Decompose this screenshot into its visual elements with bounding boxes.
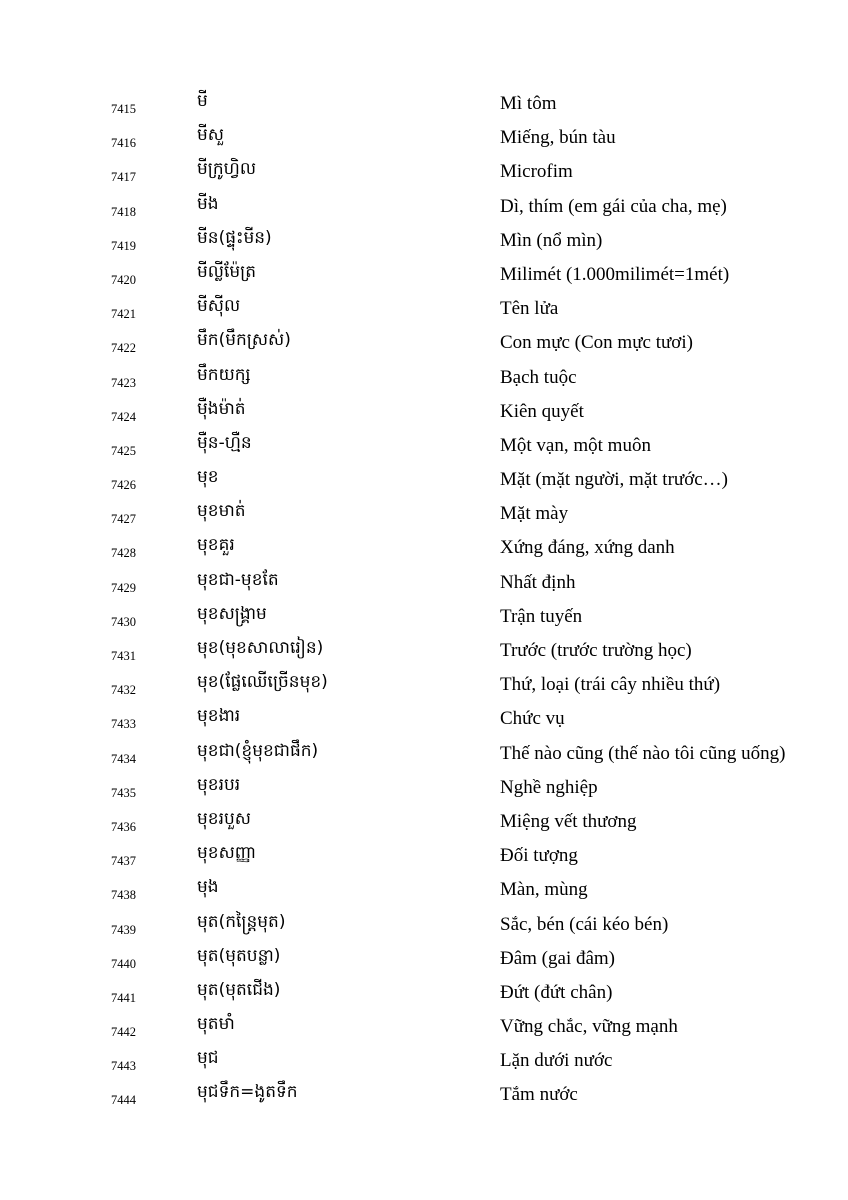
entry-number: 7422	[111, 341, 136, 356]
dictionary-entry	[0, 909, 848, 943]
khmer-term: មុត(មុតជើង)	[197, 979, 281, 1000]
vietnamese-translation: Đứt (đứt chân)	[500, 981, 613, 1003]
entry-number: 7419	[111, 238, 136, 253]
dictionary-entry	[0, 498, 848, 532]
khmer-term: មឹកយក្ស	[197, 364, 251, 385]
khmer-term: មុខរបរ	[197, 774, 241, 795]
dictionary-entry	[0, 225, 848, 259]
vietnamese-translation: Sắc, bén (cái kéo bén)	[500, 913, 669, 935]
khmer-term: មុតមាំ	[197, 1014, 235, 1035]
vietnamese-translation: Trước (trước trường học)	[500, 640, 692, 661]
khmer-term: មីសួ	[197, 125, 224, 146]
vietnamese-translation: Một vạn, một muôn	[500, 434, 651, 456]
vietnamese-translation: Bạch tuộc	[500, 366, 577, 388]
entry-number: 7436	[111, 819, 136, 834]
khmer-term: មីន(ផ្ទុះមីន)	[197, 227, 272, 248]
dictionary-entry	[0, 362, 848, 396]
dictionary-entry	[0, 396, 848, 430]
vietnamese-translation: Mặt (mặt người, mặt trước…)	[500, 469, 728, 491]
dictionary-entry	[0, 191, 848, 225]
entry-number: 7423	[111, 375, 136, 390]
entry-number: 7435	[111, 785, 136, 800]
khmer-term: មុខសញ្ញា	[197, 843, 257, 864]
khmer-term: មឹក(មឹកស្រស់)	[197, 330, 291, 351]
vietnamese-translation: Con mực (Con mực tươi)	[500, 332, 693, 354]
vietnamese-translation: Thế nào cũng (thế nào tôi cũng uống)	[500, 742, 786, 764]
entry-number: 7416	[111, 136, 136, 151]
dictionary-entry	[0, 1011, 848, 1045]
vietnamese-translation: Nghề nghiệp	[500, 776, 598, 798]
entry-number: 7430	[111, 614, 136, 629]
khmer-term: មុខគួរ	[197, 535, 235, 556]
vietnamese-translation: Mì tôm	[500, 93, 557, 114]
dictionary-entry	[0, 977, 848, 1011]
dictionary-entry	[0, 430, 848, 464]
entry-number: 7420	[111, 272, 136, 287]
vietnamese-translation: Lặn dưới nước	[500, 1050, 613, 1072]
vietnamese-translation: Tên lửa	[500, 298, 559, 320]
vietnamese-translation: Miệng vết thương	[500, 810, 637, 832]
entry-number: 7441	[111, 990, 136, 1005]
khmer-term: មីក្រូហ្វិល	[197, 159, 257, 180]
vietnamese-translation: Trận tuyến	[500, 605, 583, 627]
entry-number: 7431	[111, 649, 136, 663]
khmer-term: មុខជា(ខ្ញុំមុខជាផឹក)	[197, 740, 319, 761]
dictionary-list	[0, 88, 848, 1114]
khmer-term: មុង	[197, 877, 219, 898]
dictionary-entry	[0, 635, 848, 669]
dictionary-entry	[0, 703, 848, 737]
khmer-term: មុខសង្គ្រាម	[197, 603, 267, 624]
khmer-term: មុខ	[197, 467, 219, 488]
khmer-term: មីង	[197, 193, 219, 214]
dictionary-entry	[0, 601, 848, 635]
khmer-term: មុខ(មុខសាលារៀន)	[197, 638, 324, 658]
vietnamese-translation: Đâm (gai đâm)	[500, 947, 616, 969]
khmer-term: មី	[197, 91, 208, 111]
vietnamese-translation: Chức vụ	[500, 708, 565, 730]
entry-number: 7424	[111, 409, 136, 424]
vietnamese-translation: Tắm nước	[500, 1084, 578, 1106]
dictionary-entry	[0, 738, 848, 772]
vietnamese-translation: Mặt mày	[500, 503, 569, 525]
dictionary-entry	[0, 840, 848, 874]
dictionary-entry	[0, 772, 848, 806]
entry-number: 7437	[111, 854, 136, 869]
vietnamese-translation: Thứ, loại (trái cây nhiều thứ)	[500, 674, 721, 696]
entry-number: 7415	[111, 102, 136, 116]
dictionary-entry	[0, 156, 848, 190]
khmer-term: មុជ	[197, 1048, 219, 1069]
vietnamese-translation: Mìn (nổ mìn)	[500, 229, 603, 251]
entry-number: 7426	[111, 478, 136, 493]
vietnamese-translation: Milimét (1.000milimét=1mét)	[500, 263, 730, 285]
entry-number: 7434	[111, 751, 136, 766]
dictionary-entry	[0, 806, 848, 840]
entry-number: 7429	[111, 580, 136, 595]
vietnamese-translation: Dì, thím (em gái của cha, mẹ)	[500, 195, 727, 217]
vietnamese-translation: Nhất định	[500, 571, 576, 593]
khmer-term: ម៉ឺន-ហ្មឺន	[197, 432, 252, 453]
dictionary-entry	[0, 259, 848, 293]
vietnamese-translation: Kiên quyết	[500, 400, 584, 422]
dictionary-entry	[0, 293, 848, 327]
entry-number: 7432	[111, 683, 136, 698]
dictionary-entry	[0, 464, 848, 498]
entry-number: 7425	[111, 443, 136, 458]
vietnamese-translation: Xứng đáng, xứng danh	[500, 537, 675, 559]
vietnamese-translation: Miếng, bún tàu	[500, 127, 616, 149]
khmer-term: ម៉ឺងម៉ាត់	[197, 398, 246, 419]
khmer-term: មីស៊ីល	[197, 296, 241, 317]
entry-number: 7418	[111, 204, 136, 219]
entry-number: 7439	[111, 922, 136, 937]
entry-number: 7427	[111, 512, 136, 527]
dictionary-entry	[0, 874, 848, 908]
dictionary-entry	[0, 1079, 848, 1113]
entry-number: 7417	[111, 170, 136, 185]
khmer-term: មុត(មុតបន្លា)	[197, 945, 281, 966]
khmer-term: មុខរបួស	[197, 808, 251, 829]
dictionary-entry	[0, 88, 848, 122]
entry-number: 7442	[111, 1025, 136, 1040]
khmer-term: មីល្លីម៉ែត្រ	[197, 261, 257, 282]
dictionary-entry	[0, 943, 848, 977]
khmer-term: មុជទឹក=ងូតទឹក	[197, 1082, 298, 1103]
entry-number: 7444	[111, 1093, 136, 1108]
dictionary-entry	[0, 327, 848, 361]
vietnamese-translation: Vững chắc, vững mạnh	[500, 1016, 678, 1038]
entry-number: 7443	[111, 1059, 136, 1074]
entry-number: 7440	[111, 956, 136, 971]
dictionary-entry	[0, 532, 848, 566]
entry-number: 7433	[111, 717, 136, 732]
dictionary-entry	[0, 567, 848, 601]
vietnamese-translation: Đối tượng	[500, 845, 578, 867]
dictionary-entry	[0, 122, 848, 156]
khmer-term: មុត(កន្ត្រៃមុត)	[197, 911, 286, 932]
entry-number: 7428	[111, 546, 136, 561]
dictionary-entry	[0, 1045, 848, 1079]
vietnamese-translation: Microfim	[500, 161, 573, 183]
vietnamese-translation: Màn, mùng	[500, 879, 588, 901]
entry-number: 7421	[111, 307, 136, 322]
dictionary-entry	[0, 669, 848, 703]
khmer-term: មុខជា-មុខតែ	[197, 569, 279, 590]
khmer-term: មុខងារ	[197, 706, 241, 727]
entry-number: 7438	[111, 888, 136, 903]
khmer-term: មុខមាត់	[197, 501, 246, 522]
khmer-term: មុខ(ផ្លែឈើច្រើនមុខ)	[197, 672, 328, 693]
